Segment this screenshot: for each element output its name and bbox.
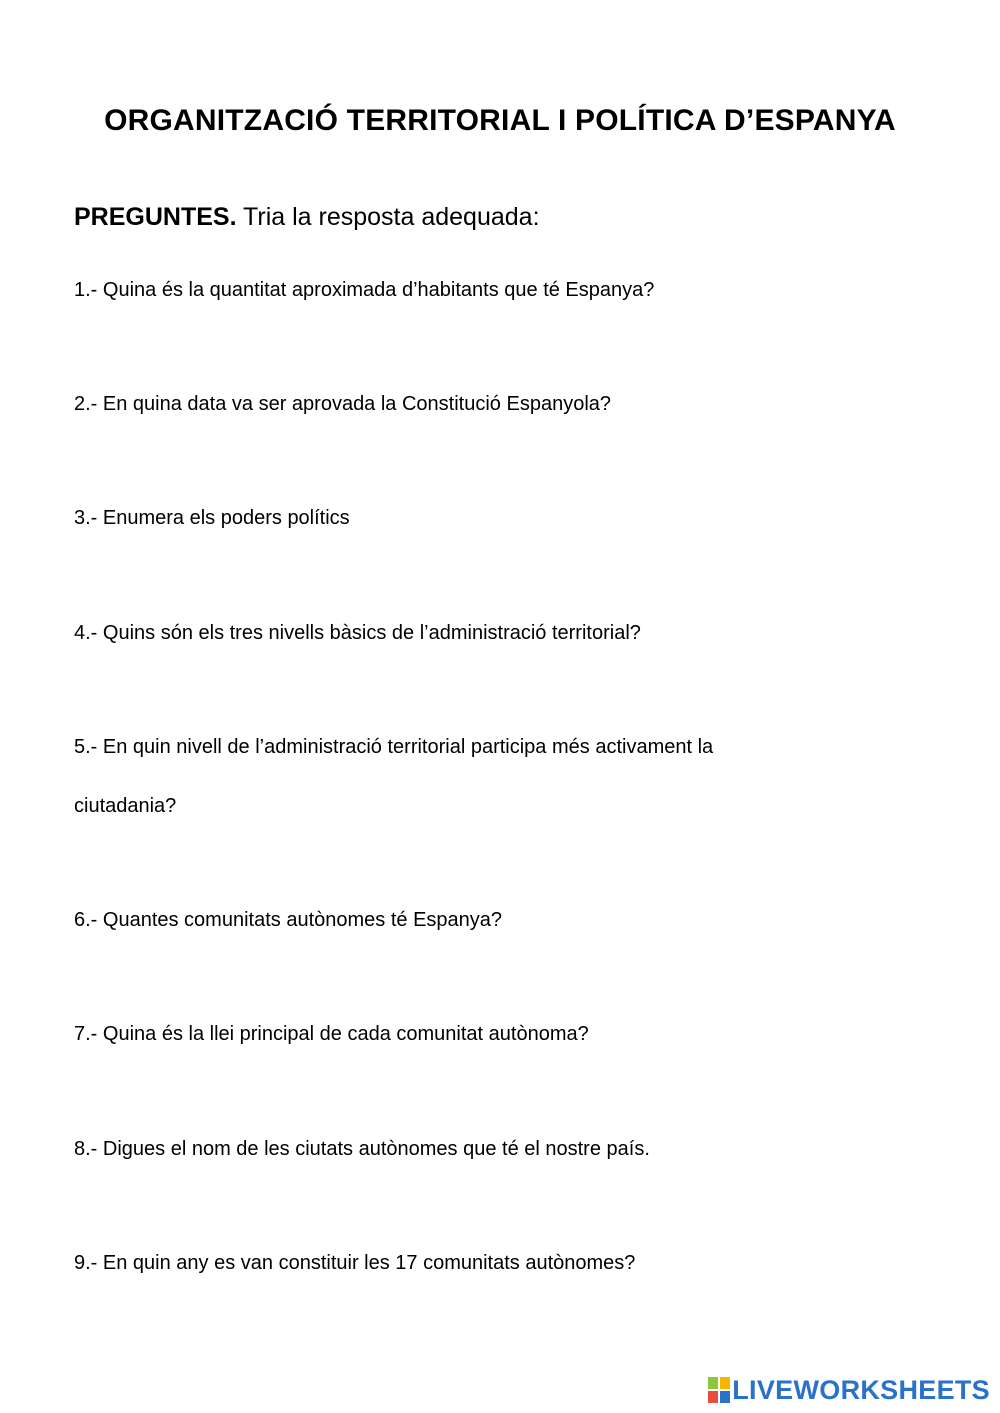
question-text: 9.- En quin any es van constituir les 17 comunitats autònomes?: [74, 1252, 636, 1274]
question-text: 4.- Quins són els tres nivells bàsics de l’administració territorial?: [74, 622, 641, 644]
question-item: [74, 393, 611, 416]
instructions-lead: PREGUNTES.: [74, 203, 237, 231]
brand-name: LIVEWORKSHEETS: [732, 1374, 990, 1405]
instructions-text: Tria la resposta adequada:: [236, 203, 540, 231]
question-text: 6.- Quantes comunitats autònomes té Espanya?: [74, 909, 503, 931]
logo-block: [708, 1391, 718, 1403]
liveworksheets-logo-icon: [708, 1377, 730, 1403]
logo-block: [720, 1377, 730, 1389]
page-title: ORGANITZACIÓ TERRITORIAL I POLÍTICA D’ESPANYA: [104, 104, 896, 137]
question-text: 3.- Enumera els poders polítics: [74, 507, 350, 529]
question-text: 1.- Quina és la quantitat aproximada d’habitants que té Espanya?: [74, 279, 655, 301]
question-item: [74, 279, 654, 302]
question-text: 2.- En quina data va ser aprovada la Constitució Espanyola?: [74, 393, 612, 415]
logo-block: [708, 1377, 718, 1389]
question-text: 8.- Digues el nom de les ciutats autònomes que té el nostre país.: [74, 1138, 650, 1160]
instructions: [74, 203, 540, 232]
question-text: 7.- Quina és la llei principal de cada comunitat autònoma?: [74, 1023, 589, 1045]
question-item: [74, 507, 350, 530]
question-text-continued: ciutadania?: [74, 795, 177, 817]
brand-watermark: [708, 1375, 990, 1405]
question-item: [74, 1023, 589, 1046]
question-item: [74, 1252, 635, 1275]
question-item: [74, 736, 713, 818]
question-item: [74, 622, 641, 645]
question-text: 5.- En quin nivell de l’administració territorial participa més activament la: [74, 736, 714, 758]
question-item: [74, 909, 502, 932]
question-item: [74, 1138, 650, 1161]
logo-block: [720, 1391, 730, 1403]
